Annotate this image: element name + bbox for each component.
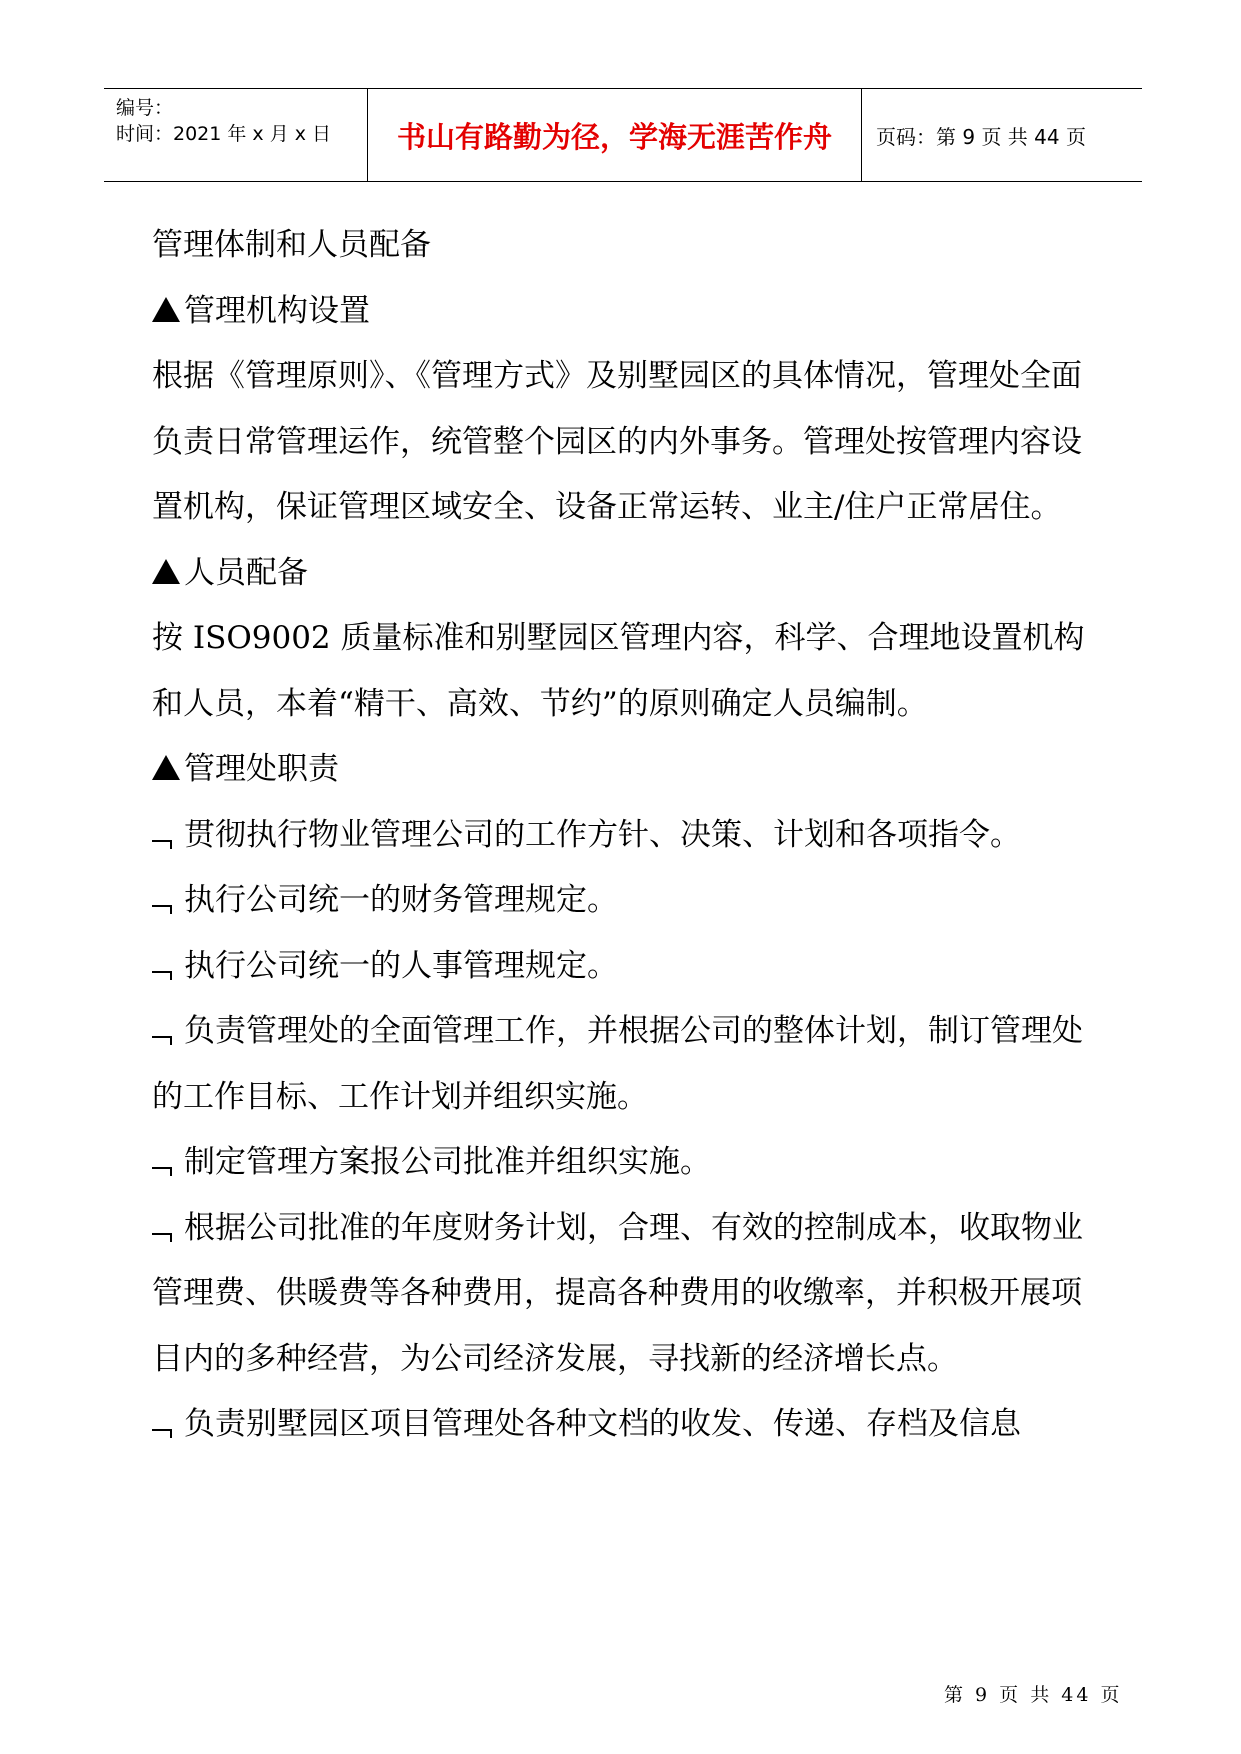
duty-item — [152, 999, 1102, 1130]
duty-text: 负责管理处的全面管理工作，并根据公司的整体计划，制订管理处的工作目标、工作计划并组织实施。 — [152, 1013, 1083, 1115]
duty-item — [152, 1196, 1102, 1393]
bullet-corner-icon — [152, 905, 172, 914]
header-meta-cell — [104, 89, 368, 181]
duty-text: 根据公司批准的年度财务计划，合理、有效的控制成本，收取物业管理费、供暖费等各种费用，提高各种费用的收缴率，并积极开展项目内的多种经营，为公司经济发展，寻找新的经济增长点。 — [152, 1209, 1083, 1377]
section-heading-text: 管理处职责 — [184, 751, 339, 787]
duty-item — [152, 934, 1102, 1000]
bullet-corner-icon — [152, 1233, 172, 1242]
page-footer: 第 9 页 共 44 页 — [944, 1684, 1123, 1706]
paragraph: 根据《管理原则》、《管理方式》及别墅园区的具体情况，管理处全面负责日常管理运作，统管整个园区的内外事务。管理处按管理内容设置机构，保证管理区域安全、设备正常运转、业主/住户正常居住。 — [152, 358, 1082, 525]
bullet-corner-icon — [152, 1036, 172, 1045]
duty-text: 负责别墅园区项目管理处各种文档的收发、传递、存档及信息 — [184, 1406, 1021, 1442]
duty-item — [152, 803, 1102, 869]
document-body — [152, 213, 1102, 1458]
header-motto: 书山有路勤为径，学海无涯苦作舟 — [368, 89, 862, 181]
bullet-corner-icon — [152, 1167, 172, 1176]
section-heading — [152, 737, 1102, 803]
bullet-corner-icon — [152, 840, 172, 849]
duty-text: 贯彻执行物业管理公司的工作方针、决策、计划和各项指令。 — [184, 816, 1021, 853]
bullet-corner-icon — [152, 971, 172, 980]
bullet-corner-icon — [152, 1429, 172, 1438]
triangle-icon — [152, 755, 180, 780]
header-page-info: 页码：第 9 页 共 44 页 — [876, 124, 1086, 149]
section-heading — [152, 279, 1102, 345]
time-label: 时间：2021 年 x 月 x 日 — [116, 123, 332, 145]
document-header — [104, 88, 1142, 182]
triangle-icon — [152, 559, 180, 584]
duty-text: 执行公司统一的人事管理规定。 — [184, 947, 618, 984]
duty-text: 执行公司统一的财务管理规定。 — [184, 882, 618, 918]
section-heading-text: 管理机构设置 — [184, 292, 370, 329]
paragraph: 按 ISO9002 质量标准和别墅园区管理内容，科学、合理地设置机构和人员，本着“精干、高效、节约”的原则确定人员编制。 — [152, 620, 1085, 722]
duty-item — [152, 1130, 1102, 1196]
duty-item — [152, 1392, 1102, 1458]
serial-label: 编号： — [116, 97, 174, 119]
duty-item — [152, 868, 1102, 934]
section-title: 管理体制和人员配备 — [152, 227, 431, 263]
section-heading — [152, 541, 1102, 607]
duty-text: 制定管理方案报公司批准并组织实施。 — [184, 1144, 711, 1180]
triangle-icon — [152, 297, 180, 322]
section-heading-text: 人员配备 — [184, 554, 308, 591]
